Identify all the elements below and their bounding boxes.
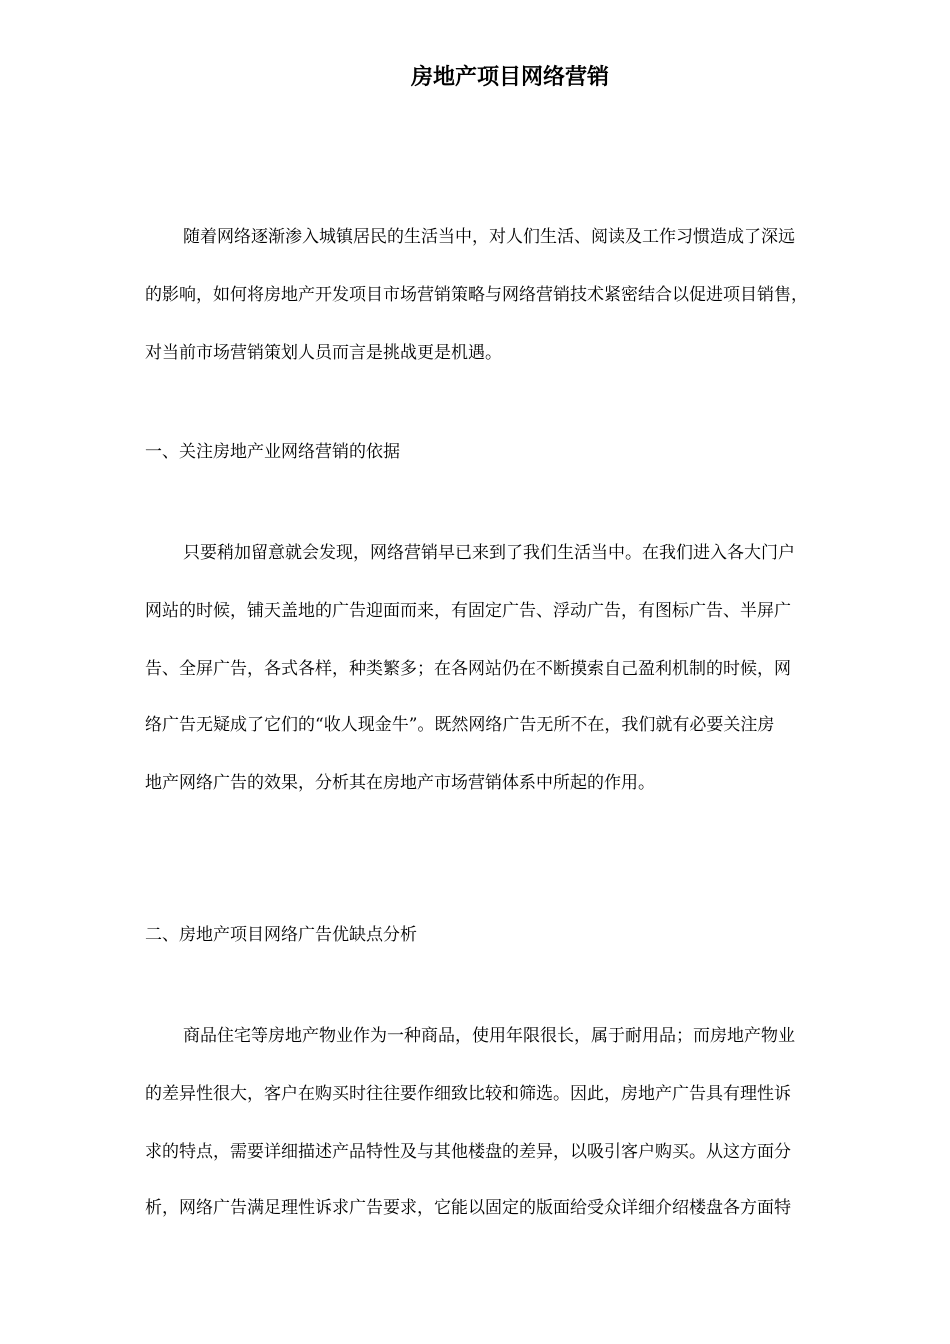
section2-line-2: 的差异性很大，客户在购买时往往要作细致比较和筛选。因此，房地产广告具有理性诉 <box>145 1084 791 1104</box>
intro-line-2: 的影响，如何将房地产开发项目市场营销策略与网络营销技术紧密结合以促进项目销售， <box>145 285 808 305</box>
section2-line-4: 析，网络广告满足理性诉求广告要求，它能以固定的版面给受众详细介绍楼盘各方面特 <box>145 1198 791 1218</box>
section1-line-1: 只要稍加留意就会发现，网络营销早已来到了我们生活当中。在我们进入各大门户 <box>183 543 795 563</box>
section1-line-5: 地产网络广告的效果，分析其在房地产市场营销体系中所起的作用。 <box>145 773 655 793</box>
document-title: 房地产项目网络营销 <box>410 65 609 90</box>
intro-line-3: 对当前市场营销策划人员而言是挑战更是机遇。 <box>145 343 502 363</box>
section2-line-1: 商品住宅等房地产物业作为一种商品，使用年限很长，属于耐用品；而房地产物业 <box>183 1026 795 1046</box>
section2-heading: 二、房地产项目网络广告优缺点分析 <box>145 925 417 945</box>
section1-heading: 一、关注房地产业网络营销的依据 <box>145 442 400 462</box>
section1-line-4: 络广告无疑成了它们的“收人现金牛”。既然网络广告无所不在，我们就有必要关注房 <box>145 715 775 735</box>
section1-line-3: 告、全屏广告，各式各样，种类繁多；在各网站仍在不断摸索自己盈利机制的时候，网 <box>145 659 791 679</box>
section2-line-3: 求的特点，需要详细描述产品特性及与其他楼盘的差异，以吸引客户购买。从这方面分 <box>145 1142 791 1162</box>
intro-line-1: 随着网络逐渐渗入城镇居民的生活当中，对人们生活、阅读及工作习惯造成了深远 <box>183 227 795 247</box>
section1-line-2: 网站的时候，铺天盖地的广告迎面而来，有固定广告、浮动广告，有图标广告、半屏广 <box>145 601 791 621</box>
